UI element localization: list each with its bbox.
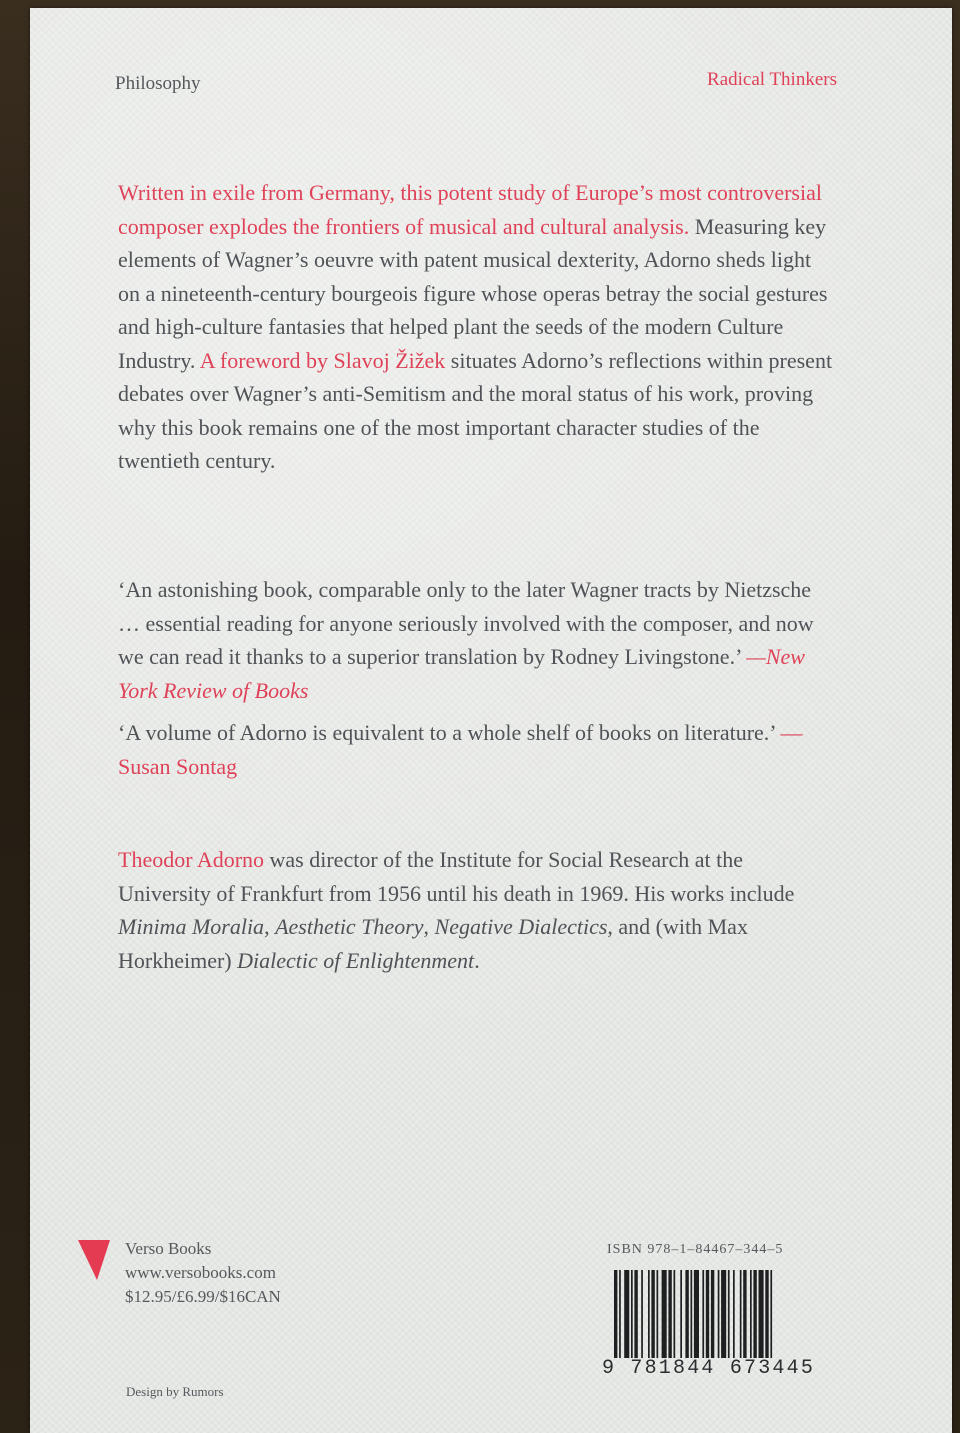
barcode-bars (612, 1270, 826, 1358)
quote-source: —Susan Sontag (118, 720, 803, 779)
barcode-bar (743, 1270, 746, 1358)
barcode-bar (685, 1270, 688, 1358)
barcode-bar (694, 1270, 699, 1358)
series-label: Radical Thinkers (707, 69, 837, 90)
category-label: Philosophy (115, 73, 201, 94)
barcode-bar (759, 1270, 764, 1358)
blurb-paragraph (118, 176, 838, 478)
work-title: Negative Dialectics (434, 914, 608, 939)
barcode-bar (770, 1270, 772, 1358)
barcode-bar (674, 1270, 676, 1358)
barcode-bar (750, 1270, 752, 1358)
verso-logo-icon (78, 1240, 110, 1280)
separator: , (423, 914, 435, 939)
barcode-bar (680, 1270, 682, 1358)
barcode-bar (619, 1270, 621, 1358)
blurb-body-1: Measuring key elements of Wagner’s oeuvre with patent musical dexterity, Adorno sheds light on a nineteenth-century bourgeois figure whose operas betray the social gestures and high-culture fantasies that helped plant the seeds of the modern Culture Industry. (118, 213, 828, 373)
work-title: Minima Moralia (118, 914, 265, 939)
blurb-lead: Written in exile from Germany, this potent study of Europe’s most controversial composer explodes the frontiers of musical and cultural analysis. (118, 180, 822, 239)
isbn-label: ISBN 978–1–84467–344–5 (607, 1242, 784, 1257)
barcode-bar (702, 1270, 704, 1358)
author-name: Theodor Adorno (118, 847, 265, 872)
bio-text: was director of the Institute for Social Research at the University of Frankfurt from 1956 until his death in 1969. His works include (118, 847, 795, 906)
imprint-block (125, 1237, 281, 1309)
barcode-bar (668, 1270, 671, 1358)
barcode-bar (624, 1270, 629, 1358)
barcode-bar (614, 1270, 617, 1358)
barcode-bar (753, 1270, 756, 1358)
barcode-bar (641, 1270, 643, 1358)
barcode-bar (631, 1270, 633, 1358)
barcode-bar (765, 1270, 768, 1358)
barcode-bar (740, 1270, 742, 1358)
barcode-bar (706, 1270, 709, 1358)
blurb-foreword: A foreword by Slavoj Žižek (199, 347, 446, 373)
quote-text: ‘An astonishing book, comparable only to the later Wagner tracts by Nietzsche … essential reading for anyone seriously involved with the composer, and now we can read it thanks to a superior translation by Rodney Livingstone.’ (118, 577, 814, 669)
barcode (612, 1270, 826, 1358)
barcode-bar (721, 1270, 726, 1358)
quote-paragraph (118, 573, 838, 707)
bio-text: , and (with Max Horkheimer) (118, 914, 748, 973)
price-line: $12.95/£6.99/$16CAN (125, 1287, 281, 1306)
barcode-bar (711, 1270, 714, 1358)
barcode-bar (657, 1270, 659, 1358)
quote-source: —New York Review of Books (118, 644, 805, 703)
publisher-website: www.versobooks.com (125, 1263, 276, 1282)
barcode-bar (718, 1270, 720, 1358)
quote-text: ‘A volume of Adorno is equivalent to a whole shelf of books on literature.’ (118, 720, 781, 745)
blurb-body-2: situates Adorno’s reflections within present debates over Wagner’s anti-Semitism and the moral status of his work, proving why this book remains one of the most important character studies of the twentieth century. (118, 347, 833, 473)
barcode-bar (648, 1270, 650, 1358)
quote-paragraph (118, 716, 838, 783)
work-title: Dialectic of Enlightenment (237, 947, 475, 973)
barcode-bar (662, 1270, 667, 1358)
barcode-bar (728, 1270, 730, 1358)
barcode-bar (634, 1270, 637, 1358)
barcode-bar (691, 1270, 693, 1358)
separator: , (264, 914, 276, 939)
barcode-bar (733, 1270, 735, 1358)
author-bio (118, 843, 838, 977)
design-credit: Design by Rumors (126, 1384, 224, 1399)
bio-end: . (474, 947, 480, 973)
work-title: Aesthetic Theory (275, 914, 424, 939)
publisher-name: Verso Books (125, 1239, 212, 1258)
barcode-digits: 9 781844 673445 (602, 1357, 816, 1380)
barcode-bar (651, 1270, 654, 1358)
